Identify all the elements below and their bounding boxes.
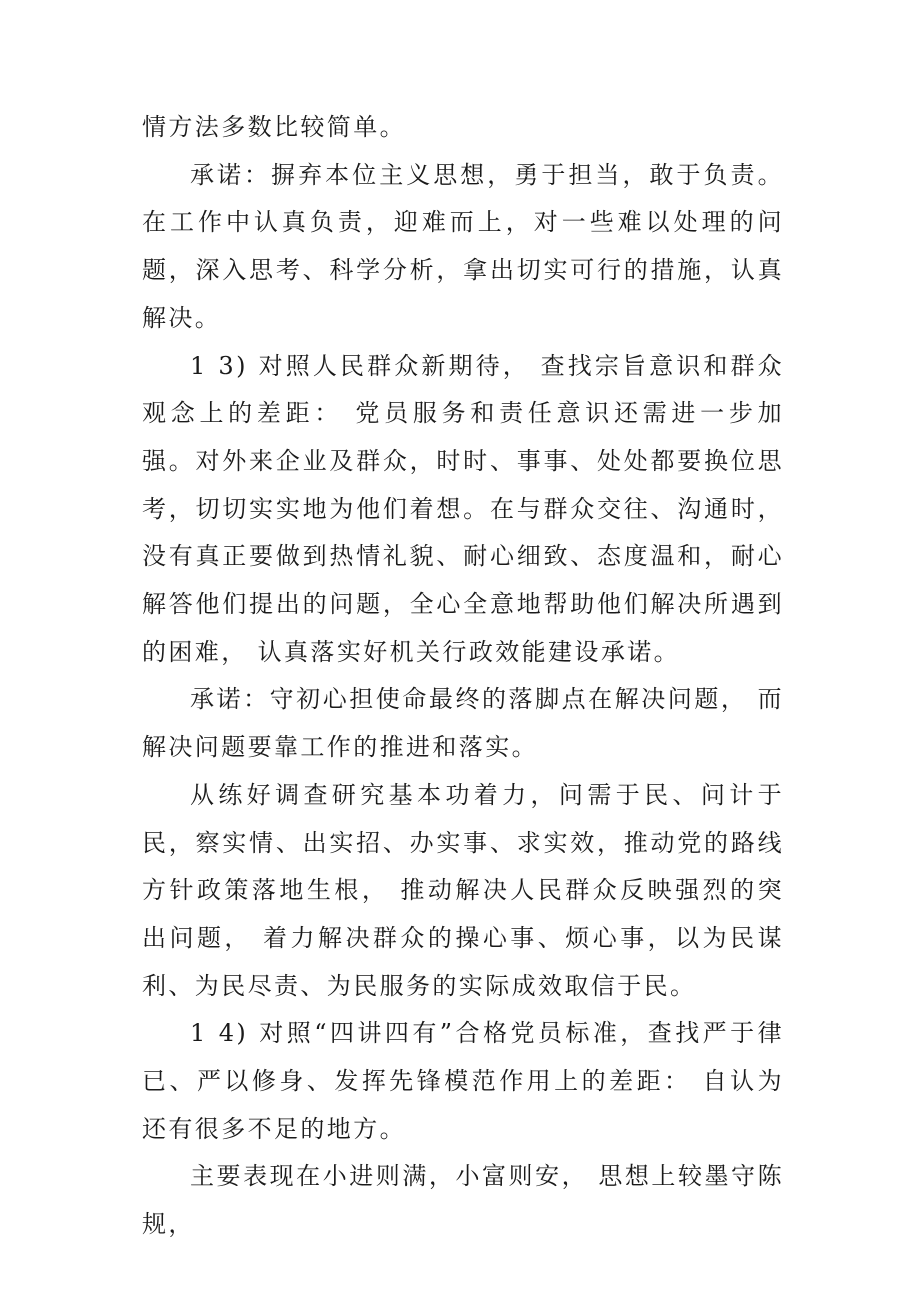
document-body [142, 104, 784, 1249]
paragraph-6: 1 4) 对照“四讲四有”合格党员标准，查找严于律已、严以修身、发挥先锋模范作用上的差距： 自认为还有很多不足的地方。 [142, 1019, 784, 1143]
paragraph-5: 从练好调查研究基本功着力，问需于民、问计于民，察实情、出实招、办实事、求实效，推动党的路线方针政策落地生根， 推动解决人民群众反映强烈的突出问题， 着力解决群众的操心事、烦心事，以为民谋利、为民尽责、为民服务的实际成效取信于民。 [142, 780, 784, 1000]
paragraph-7: 主要表现在小进则满，小富则安， 思想上较墨守陈规， [142, 1162, 784, 1239]
paragraph-4: 承诺：守初心担使命最终的落脚点在解决问题， 而解决问题要靠工作的推进和落实。 [142, 685, 784, 762]
paragraph-1: 情方法多数比较简单。 [142, 113, 406, 141]
paragraph-3: 1 3) 对照人民群众新期待， 查找宗旨意识和群众观念上的差距： 党员服务和责任意识还需进一步加强。对外来企业及群众，时时、事事、处处都要换位思考，切切实实地为他们着想。在与群众交往、沟通时，没有真正要做到热情礼貌、耐心细致、态度温和，耐心解答他们提出的问题，全心全意地帮助他们解决所遇到的困难， 认真落实好机关行政效能建设承诺。 [142, 351, 784, 666]
paragraph-2: 承诺：摒弃本位主义思想，勇于担当，敢于负责。在工作中认真负责，迎难而上，对一些难以处理的问题，深入思考、科学分析，拿出切实可行的措施，认真解决。 [142, 160, 784, 332]
